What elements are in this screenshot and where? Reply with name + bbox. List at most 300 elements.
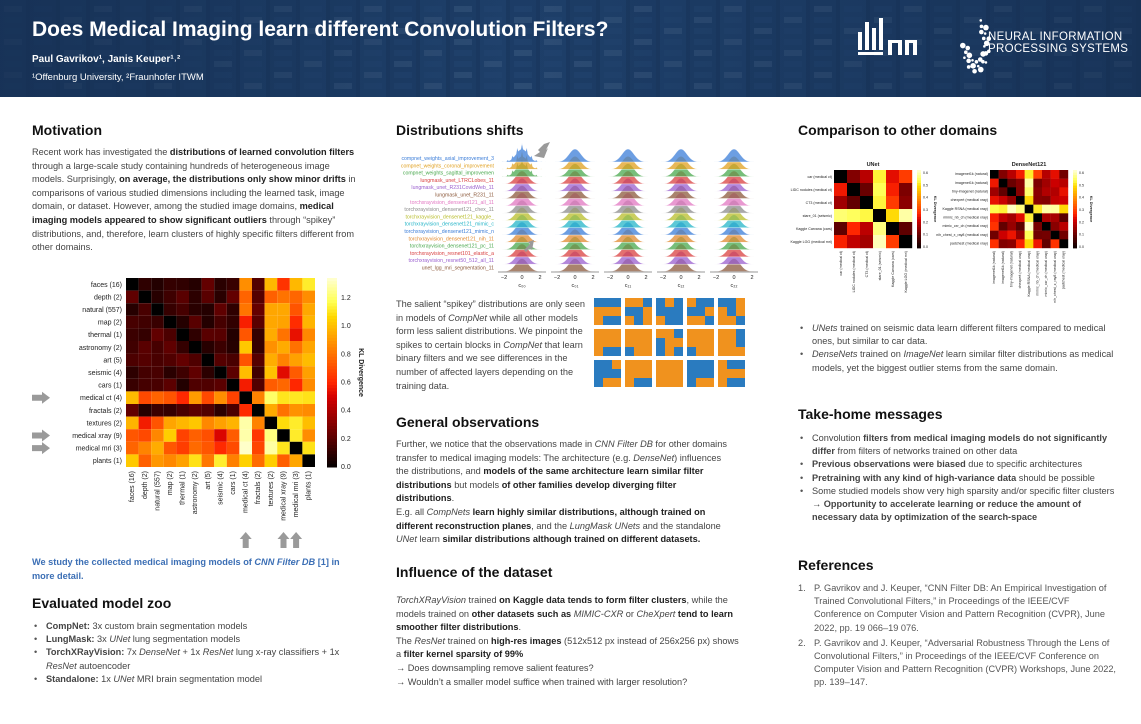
filter-cell <box>696 347 705 356</box>
colorbar-step <box>1073 232 1077 235</box>
colorbar-step <box>327 284 337 288</box>
filter-cell <box>665 378 674 387</box>
heatmap-cell <box>227 391 240 404</box>
heatmap-cell <box>847 209 860 222</box>
heatmap-cell <box>873 235 886 248</box>
heatmap-cell <box>176 442 189 455</box>
heatmap-cell <box>290 429 303 442</box>
heatmap-cell <box>290 442 303 455</box>
ridge-curve <box>657 149 705 162</box>
row-arrow-icon <box>32 392 50 404</box>
heatmap-cell <box>214 429 227 442</box>
heatmap-col-label: textures (2) <box>267 471 275 507</box>
heatmap-col-label: depth (2) <box>141 471 149 500</box>
filter-cell <box>696 369 705 378</box>
neurips-wordmark <box>988 31 1128 55</box>
heatmap-cell <box>277 316 290 329</box>
heatmap-cell <box>1016 239 1025 248</box>
heatmap-cell <box>290 404 303 417</box>
filter-cell <box>603 378 612 387</box>
heatmap-cell <box>990 213 999 222</box>
filter-cell <box>634 378 643 387</box>
heatmap-cell <box>847 183 860 196</box>
filter-cell <box>625 369 634 378</box>
heatmap-cell <box>873 196 886 209</box>
heatmap-cell <box>239 429 252 442</box>
heatmap-title: UNet <box>866 162 880 168</box>
filter-cell <box>687 369 696 378</box>
filter-cell <box>603 316 612 325</box>
filter-cell <box>718 316 727 325</box>
heatmap-cell <box>252 316 265 329</box>
heatmap-row-label: mimic_cxr_ch (medical xray) <box>942 224 988 229</box>
colorbar-tick: 0.4 <box>923 195 928 200</box>
heatmap-row-label: thermal (1) <box>88 332 122 340</box>
heatmap-cell <box>990 187 999 196</box>
heatmap-cell <box>277 291 290 304</box>
heatmap-cell <box>290 316 303 329</box>
heatmap-cell <box>189 316 202 329</box>
colorbar-step <box>327 382 337 386</box>
heatmap-cell <box>126 341 139 354</box>
heatmap-col-label: faces (16) <box>129 471 137 503</box>
heatmap-cell <box>227 379 240 392</box>
densenet-kl-heatmap <box>936 160 1106 310</box>
colorbar-tick: 1.0 <box>341 323 351 331</box>
logo-dot <box>983 25 989 31</box>
heatmap-cell <box>126 404 139 417</box>
heatmap-cell <box>252 291 265 304</box>
filter-cell <box>603 338 612 347</box>
filter-cell <box>705 316 714 325</box>
logo-dot <box>979 19 982 22</box>
filter-cell <box>612 316 621 325</box>
heatmap-cell <box>126 278 139 291</box>
heatmap-cell <box>290 391 303 404</box>
heatmap-cell <box>1007 222 1016 231</box>
heatmap-cell <box>290 454 303 467</box>
colorbar-step <box>327 338 337 342</box>
filter-cell <box>612 307 621 316</box>
logo-dot <box>977 65 980 68</box>
colorbar-step <box>1073 196 1077 199</box>
filter-cell <box>674 360 683 369</box>
filter-cell <box>656 316 665 325</box>
heatmap-row-label: depth (2) <box>93 294 122 302</box>
heatmap-cell <box>176 316 189 329</box>
heatmap-cell <box>227 316 240 329</box>
filter-cell <box>634 360 643 369</box>
heatmap-cell <box>176 391 189 404</box>
panel-tick: −2 <box>659 275 667 281</box>
logo-dot <box>979 30 984 35</box>
heatmap-cell <box>189 442 202 455</box>
heatmap-cell <box>1059 196 1068 205</box>
filter-cell <box>718 338 727 347</box>
colorbar-step <box>327 354 337 358</box>
colorbar-step <box>917 230 921 233</box>
heatmap-cell <box>290 278 303 291</box>
heatmap-col-label: nih_chest_x_ray8 (medical xray) <box>1052 251 1057 303</box>
heatmap-cell <box>834 170 847 183</box>
heatmap-cell <box>164 454 177 467</box>
heatmap-cell <box>1025 170 1034 179</box>
heatmap-cell <box>202 278 215 291</box>
heatmap-cell <box>239 417 252 430</box>
heatmap-cell <box>164 316 177 329</box>
heatmap-row-label: Kaggle RSNA (medical xray) <box>942 206 988 211</box>
heatmap-cell <box>290 354 303 367</box>
filter-cell <box>674 378 683 387</box>
filter-cell <box>736 316 745 325</box>
filter-cell <box>674 307 683 316</box>
panel-tick: −2 <box>606 275 614 281</box>
heatmap-cell <box>151 429 164 442</box>
heatmap-cell <box>886 222 899 235</box>
heatmap-cell <box>1033 179 1042 188</box>
heatmap-cell <box>176 341 189 354</box>
heatmap-cell <box>1059 170 1068 179</box>
heatmap-col-label: car (medical ct) <box>838 251 843 276</box>
neurips-line-1: NEURAL INFORMATION <box>988 31 1123 43</box>
heatmap-cell <box>860 209 873 222</box>
heatmap-cell <box>214 328 227 341</box>
colorbar-step <box>327 410 337 414</box>
list-item: • CompNet: 3x custom brain segmentation models <box>32 620 352 633</box>
filter-cell <box>594 298 603 307</box>
row-arrow-icon <box>32 442 50 454</box>
heatmap-cell <box>847 235 860 248</box>
heatmap-cell <box>290 379 303 392</box>
heatmap-col-label: LIDC nodules (medical ct) <box>851 251 856 293</box>
heatmap-cell <box>239 303 252 316</box>
ridge-label: lungmask_unet_LTRCLobes_11 <box>420 177 494 184</box>
heatmap-cell <box>164 417 177 430</box>
heatmap-row-label: chexpert (medical xray) <box>950 198 988 203</box>
logo-dot <box>972 69 977 74</box>
colorbar-step <box>327 398 337 402</box>
heatmap-cell <box>265 442 278 455</box>
colorbar-step <box>917 243 921 246</box>
reference-item <box>798 637 1116 690</box>
heatmap-cell <box>239 278 252 291</box>
heatmap-cell <box>290 328 303 341</box>
heatmap-cell <box>139 379 152 392</box>
panel-tick: 2 <box>697 275 701 281</box>
neurips-logo-mark <box>950 10 988 80</box>
filter-cell <box>665 298 674 307</box>
reference-text: P. Gavrikov and J. Keuper, “Adversarial Robustness Through the Lens of Convolutional Filters,” in Proceedings of the IEEE/CVF Conference on Computer Vision and Pattern Recognition (CVPR) Workshops, June 2022, pp. 139–147. <box>814 637 1116 688</box>
heatmap-cell <box>277 404 290 417</box>
filter-cell <box>612 378 621 387</box>
heatmap-cell <box>990 231 999 240</box>
filter-cell <box>718 369 727 378</box>
colorbar-step <box>327 341 337 345</box>
heatmap-cell <box>151 391 164 404</box>
filter-cell <box>687 338 696 347</box>
colorbar-step <box>327 448 337 452</box>
colorbar-step <box>327 423 337 427</box>
heatmap-cell <box>164 328 177 341</box>
filter-cell <box>656 347 665 356</box>
heatmap-cell <box>227 341 240 354</box>
heatmap-cell <box>202 328 215 341</box>
heatmap-cell <box>252 417 265 430</box>
colorbar-step <box>327 445 337 449</box>
filter-cell <box>718 378 727 387</box>
heatmap-cell <box>899 170 912 183</box>
poster-affiliations: ¹Offenburg University, ²Fraunhofer ITWM <box>32 72 204 83</box>
heatmap-cell <box>227 429 240 442</box>
heatmap-cell <box>873 222 886 235</box>
heatmap-cell <box>1051 187 1060 196</box>
colorbar-step <box>1073 235 1077 238</box>
heatmap-row-label: textures (2) <box>86 420 122 428</box>
heatmap-cell <box>214 291 227 304</box>
heatmap-col-label: CT3 (medical ct) <box>864 251 869 278</box>
heatmap-cell <box>1033 196 1042 205</box>
binary-filter-grid <box>594 298 746 388</box>
colorbar-step <box>917 183 921 186</box>
colorbar-step <box>327 426 337 430</box>
colorbar-tick: 0.2 <box>1079 220 1084 225</box>
filter-cell <box>674 329 683 338</box>
heatmap-cell <box>176 328 189 341</box>
colorbar-step <box>1073 191 1077 194</box>
colorbar-step <box>917 204 921 207</box>
filter-cell <box>727 329 736 338</box>
colorbar-step <box>1073 245 1077 248</box>
filter-cell <box>643 338 652 347</box>
heatmap-cell <box>302 391 315 404</box>
heatmap-cell <box>1033 213 1042 222</box>
distribution-ridgeline-plot <box>394 138 754 290</box>
heatmap-cell <box>873 209 886 222</box>
filter-cell <box>656 369 665 378</box>
colorbar-tick: 0.5 <box>923 183 928 188</box>
heatmap-cell <box>239 366 252 379</box>
filter-cell <box>634 347 643 356</box>
heatmap-row-label: medical xray (9) <box>72 433 122 441</box>
filter-cell <box>612 360 621 369</box>
heatmap-cell <box>990 170 999 179</box>
heatmap-cell <box>252 341 265 354</box>
heatmap-row-label: map (2) <box>97 319 122 327</box>
list-item: • Some studied models show very high sparsity and/or specific filter clusters → Opportunity to accelerate learning or reduce the amount of necessary data by optimization of the search-space <box>798 485 1116 525</box>
heatmap-cell <box>1042 231 1051 240</box>
heatmap-col-label: natural (557) <box>154 471 162 511</box>
filter-cell <box>736 378 745 387</box>
heatmap-row-label: medical mri (3) <box>75 445 122 453</box>
filter-cell <box>687 316 696 325</box>
ridge-label: unet_lgg_mri_segmentation_11 <box>421 265 494 272</box>
heatmap-cell <box>1025 213 1034 222</box>
heatmap-cell <box>252 454 265 467</box>
heatmap-cell <box>239 442 252 455</box>
colorbar-step <box>327 388 337 392</box>
panel-tick: 0 <box>520 275 524 281</box>
colorbar-step <box>1073 209 1077 212</box>
heatmap-cell <box>1007 213 1016 222</box>
heatmap-cell <box>239 328 252 341</box>
heatmap-cell <box>126 391 139 404</box>
colorbar-tick: 0.0 <box>1079 245 1084 249</box>
heatmap-cell <box>126 429 139 442</box>
colorbar-tick: 0.1 <box>923 232 928 237</box>
heatmap-cell <box>227 291 240 304</box>
heatmap-cell <box>265 278 278 291</box>
heatmap-cell <box>290 341 303 354</box>
colorbar-step <box>327 325 337 329</box>
heatmap-cell <box>151 442 164 455</box>
colorbar-step <box>327 313 337 317</box>
colorbar-step <box>1073 183 1077 186</box>
heatmap-cell <box>290 417 303 430</box>
heatmap-cell <box>277 328 290 341</box>
heatmap-cell <box>252 278 265 291</box>
dataset-text: TorchXRayVision trained on Kaggle data tends to form filter clusters, while the models trained on other datasets such as MIMIC-CXR or CheXpert tend to learn smoother filter distributions. The ResNet trained on high-res images (512x512 px instead of 256x256 px) shows a filter kernel sparsity of 99% → Does downsampling remove salient features? → Wouldn’t a smaller model suffice when trained with larger resolution? <box>396 595 739 687</box>
heatmap-cell <box>1059 205 1068 214</box>
heatmap-col-label: plants (1) <box>305 471 313 501</box>
heatmap-cell <box>277 391 290 404</box>
filter-cell <box>665 329 674 338</box>
colorbar-step <box>327 366 337 370</box>
heatmap-cell <box>1007 196 1016 205</box>
heatmap-cell <box>151 404 164 417</box>
heatmap-col-label: padchest (medical xray) <box>1061 251 1066 290</box>
heatmap-cell <box>1025 196 1034 205</box>
filter-cell <box>603 347 612 356</box>
heatmap-cell <box>1033 170 1042 179</box>
filter-cell <box>594 338 603 347</box>
colorbar-step <box>327 347 337 351</box>
heatmap-cell <box>139 328 152 341</box>
heatmap-cell <box>290 366 303 379</box>
heatmap-cell <box>1042 170 1051 179</box>
filter-cell <box>634 307 643 316</box>
colorbar-step <box>327 432 337 436</box>
heatmap-cell <box>139 366 152 379</box>
ridge-label: torchxrayvision_densenet121_mimic_n <box>404 229 494 235</box>
heatmap-cell <box>202 303 215 316</box>
filter-cell <box>727 298 736 307</box>
heatmap-cell <box>239 404 252 417</box>
colorbar-step <box>917 193 921 196</box>
filter-cell <box>643 316 652 325</box>
filter-cell <box>674 347 683 356</box>
heatmap-cell <box>1016 222 1025 231</box>
neurips-line-2: PROCESSING SYSTEMS <box>988 43 1129 55</box>
logo-dot <box>984 32 987 35</box>
heatmap-cell <box>265 354 278 367</box>
panel-xlabel: c₁₂ <box>677 283 685 289</box>
distributions-text: The salient “spikey” distributions are only seen in models of CompNet while all other models form less salient distributions. We pinpoint the spikes to certain blocks in CompNet that learn binary filters and we see differences in the number of affected layers depending on the training data. <box>396 299 585 391</box>
colorbar-tick: 1.2 <box>341 295 351 302</box>
heatmap-cell <box>860 222 873 235</box>
heatmap-row-label: LIDC nodules (medical ct) <box>790 187 832 192</box>
heatmap-cell <box>999 239 1008 248</box>
heatmap-cell <box>126 328 139 341</box>
heatmap-cell <box>202 442 215 455</box>
heatmap-cell <box>126 354 139 367</box>
filter-cell <box>736 338 745 347</box>
heatmap-col-label: stare_01 (seismic) <box>877 251 882 281</box>
heatmap-cell <box>265 454 278 467</box>
heatmap-cell <box>227 404 240 417</box>
colorbar-step <box>327 373 337 377</box>
heatmap-cell <box>265 391 278 404</box>
col-arrow-icon <box>240 532 252 548</box>
heatmap-cell <box>252 404 265 417</box>
ridge-curve <box>710 149 758 162</box>
filter-cell <box>612 347 621 356</box>
heatmap-cell <box>990 196 999 205</box>
heatmap-cell <box>1059 231 1068 240</box>
heatmap-cell <box>277 442 290 455</box>
heatmap-cell <box>1025 231 1034 240</box>
heatmap-col-label: Kaggle Carvana (cars) <box>890 251 895 287</box>
heatmap-cell <box>1042 222 1051 231</box>
colorbar-tick: 0.6 <box>1079 171 1084 175</box>
heatmap-cell <box>277 278 290 291</box>
filter-cell <box>674 316 683 325</box>
heatmap-cell <box>214 379 227 392</box>
heatmap-cell <box>176 429 189 442</box>
colorbar-step <box>327 278 337 282</box>
logo-dot <box>978 57 983 62</box>
colorbar-step <box>1073 199 1077 202</box>
heatmap-cell <box>227 278 240 291</box>
heatmap-cell <box>202 391 215 404</box>
colorbar-step <box>327 300 337 304</box>
heatmap-cell <box>252 354 265 367</box>
filter-cell <box>603 307 612 316</box>
heatmap-cell <box>265 417 278 430</box>
colorbar-step <box>327 291 337 295</box>
panel-xlabel: c₀₁ <box>571 283 579 289</box>
heatmap-cell <box>1025 179 1034 188</box>
col-arrow-icon <box>290 532 302 548</box>
colorbar-step <box>327 401 337 405</box>
heatmap-cell <box>164 366 177 379</box>
heatmap-cell <box>227 454 240 467</box>
spike-arrow-icon <box>534 142 550 158</box>
logo-dot <box>980 25 984 29</box>
filter-cell <box>634 338 643 347</box>
colorbar-step <box>327 316 337 320</box>
ridge-curve <box>551 149 599 162</box>
colorbar-step <box>327 332 337 336</box>
heatmap-cell <box>1042 205 1051 214</box>
colorbar-step <box>327 451 337 455</box>
ridge-label: torchxrayvision_densenet121_chex_11 <box>404 207 494 214</box>
heatmap-cell <box>176 454 189 467</box>
filter-cell <box>736 347 745 356</box>
heatmap-cell <box>1042 239 1051 248</box>
colorbar-step <box>327 344 337 348</box>
colorbar-step <box>1073 240 1077 243</box>
general-observations-text: Further, we notice that the observations made in CNN Filter DB for other domains transfer to medical imaging models: The architecture (e.g. DenseNet) influences the distributions, and models of the same architecture learn similar filter distributions but models of other families develop diverging filter distributions. E.g. all CompNets learn highly similar distributions, although trained on different reconstruction planes, and the LungMask UNets and the standalone UNet learn similar distributions although trained on different datasets. <box>396 439 727 545</box>
ridge-label: torchxrayvision_densenet121_pc_11 <box>409 243 494 250</box>
list-item: • Previous observations were biased due to specific architectures <box>798 458 1116 471</box>
heatmap-cell <box>139 391 152 404</box>
heatmap-col-label: Kaggle RSNA (medical xray) <box>1026 251 1031 297</box>
heatmap-cell <box>126 442 139 455</box>
heatmap-cell <box>126 454 139 467</box>
heatmap-cell <box>126 291 139 304</box>
filter-cell <box>612 369 621 378</box>
heatmap-cell <box>164 303 177 316</box>
